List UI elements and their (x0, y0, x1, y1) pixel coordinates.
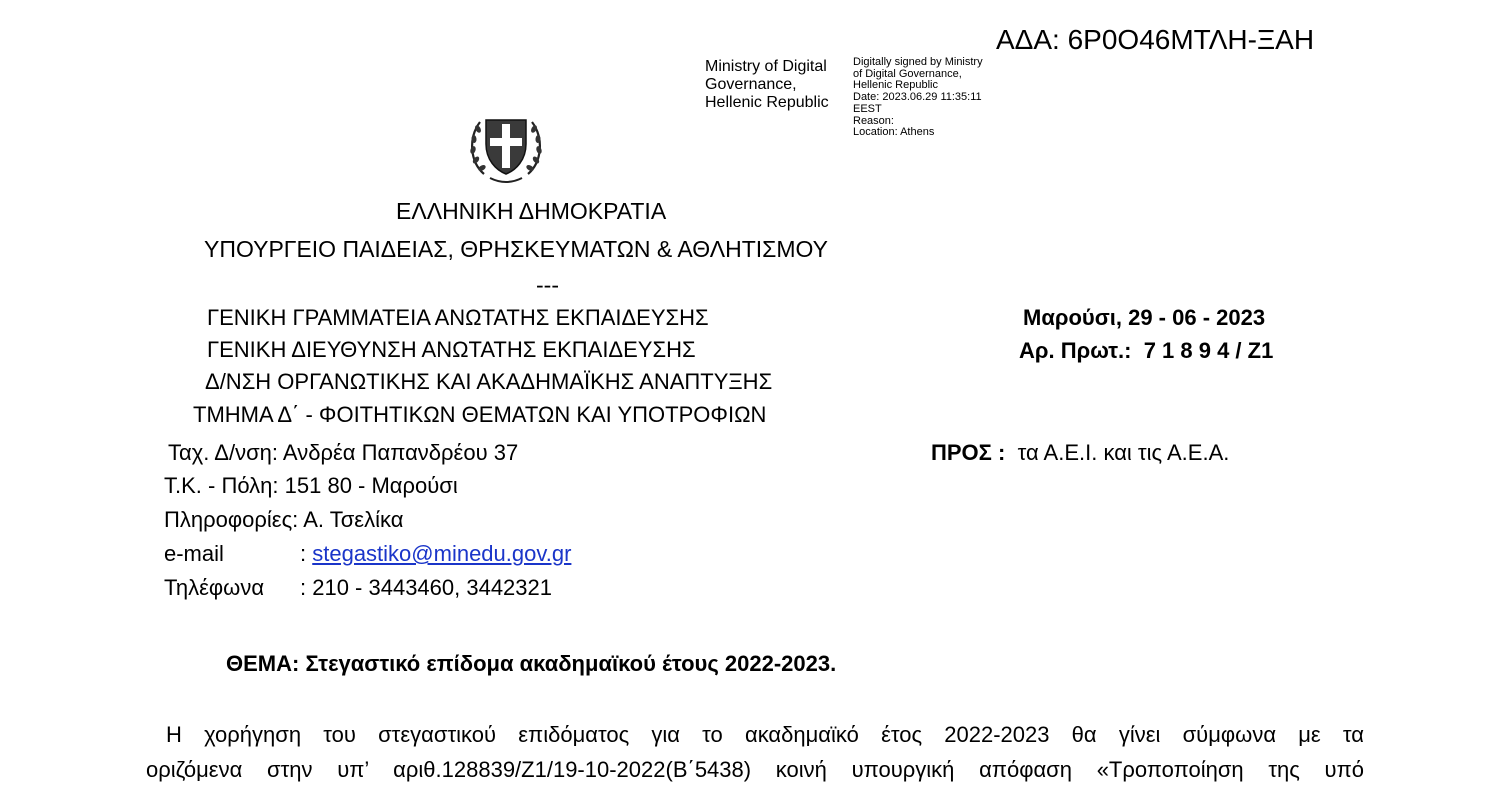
letterhead-separator: --- (536, 272, 559, 298)
recipient-label: ΠΡΟΣ : (931, 440, 1006, 465)
phone-value: : 210 - 3443460, 3442321 (300, 575, 553, 600)
signature-details (853, 57, 983, 139)
signature-signer (705, 58, 829, 112)
subject-line: ΘΕΜΑ: Στεγαστικό επίδομα ακαδημαϊκού έτους 2022-2023. (226, 651, 837, 676)
email-row (164, 541, 571, 567)
body-line: οριζόμενα στην υπ’ αριθ.128839/Ζ1/19-10-2022(Β΄5438) κοινή υπουργική απόφαση «Τροποποίηση της υπό (146, 757, 1364, 782)
postal-code-city: Τ.Κ. - Πόλη: 151 80 - Μαρούσι (164, 473, 458, 498)
email-label: e-mail (164, 541, 224, 566)
phone-row (164, 575, 552, 601)
signature-detail-line: Reason: (853, 114, 894, 127)
signature-detail-line: Digitally signed by Ministry (853, 56, 983, 68)
general-secretariat: ΓΕΝΙΚΗ ΓΡΑΜΜΑΤΕΙΑ ΑΝΩΤΑΤΗΣ ΕΚΠΑΙΔΕΥΣΗΣ (207, 305, 709, 330)
signature-detail-line: EEST (853, 102, 882, 115)
postal-address: Ταχ. Δ/νση: Ανδρέα Παπανδρέου 37 (168, 440, 519, 465)
protocol-label: Αρ. Πρωτ.: (1019, 338, 1132, 363)
signature-detail-line: of Digital Governance, (853, 67, 962, 80)
email-separator: : (300, 541, 313, 566)
signer-line: Governance, (705, 76, 797, 93)
ministry-title: ΥΠΟΥΡΓΕΙΟ ΠΑΙΔΕΙΑΣ, ΘΡΗΣΚΕΥΜΑΤΩΝ & ΑΘΛΗΤΙΣΜΟΥ (204, 236, 829, 262)
body-line: Η χορήγηση του στεγαστικού επιδόματος για το ακαδημαϊκό έτος 2022-2023 θα γίνει σύμφωνα με τα (166, 722, 1364, 747)
protocol-number (1019, 338, 1273, 364)
phone-label: Τηλέφωνα (164, 575, 265, 600)
directorate: Δ/ΝΣΗ ΟΡΓΑΝΩΤΙΚΗΣ ΚΑΙ ΑΚΑΔΗΜΑΪΚΗΣ ΑΝΑΠΤΥΞΗΣ (205, 369, 773, 394)
signature-detail-line: Hellenic Republic (853, 79, 938, 92)
protocol-value: 7 1 8 9 4 / Ζ1 (1143, 338, 1274, 363)
country-title: ΕΛΛΗΝΙΚΗ ΔΗΜΟΚΡΑΤΙΑ (396, 198, 667, 224)
signer-line: Ministry of Digital (705, 58, 827, 75)
signer-line: Hellenic Republic (705, 94, 829, 111)
department: ΤΜΗΜΑ Δ΄ - ΦΟΙΤΗΤΙΚΩΝ ΘΕΜΑΤΩΝ ΚΑΙ ΥΠΟΤΡΟΦΙΩΝ (193, 402, 767, 427)
body-paragraph (146, 717, 1364, 787)
document-date: Μαρούσι, 29 - 06 - 2023 (1023, 305, 1266, 330)
signature-detail-line: Location: Athens (853, 126, 935, 139)
email-link[interactable]: stegastiko@minedu.gov.gr (312, 541, 572, 566)
recipient (931, 440, 1229, 466)
general-directorate: ΓΕΝΙΚΗ ΔΙΕΥΘΥΝΣΗ ΑΝΩΤΑΤΗΣ ΕΚΠΑΙΔΕΥΣΗΣ (207, 337, 696, 362)
signature-detail-line: Date: 2023.06.29 11:35:11 (853, 91, 982, 104)
contact-person: Πληροφορίες: Α. Τσελίκα (164, 507, 404, 532)
recipient-value: τα Α.Ε.Ι. και τις Α.Ε.Α. (1017, 440, 1230, 465)
ada-code: ΑΔΑ: 6Ρ0Ο46ΜΤΛΗ-ΞΑΗ (996, 24, 1315, 55)
coat-of-arms-icon (464, 104, 548, 188)
